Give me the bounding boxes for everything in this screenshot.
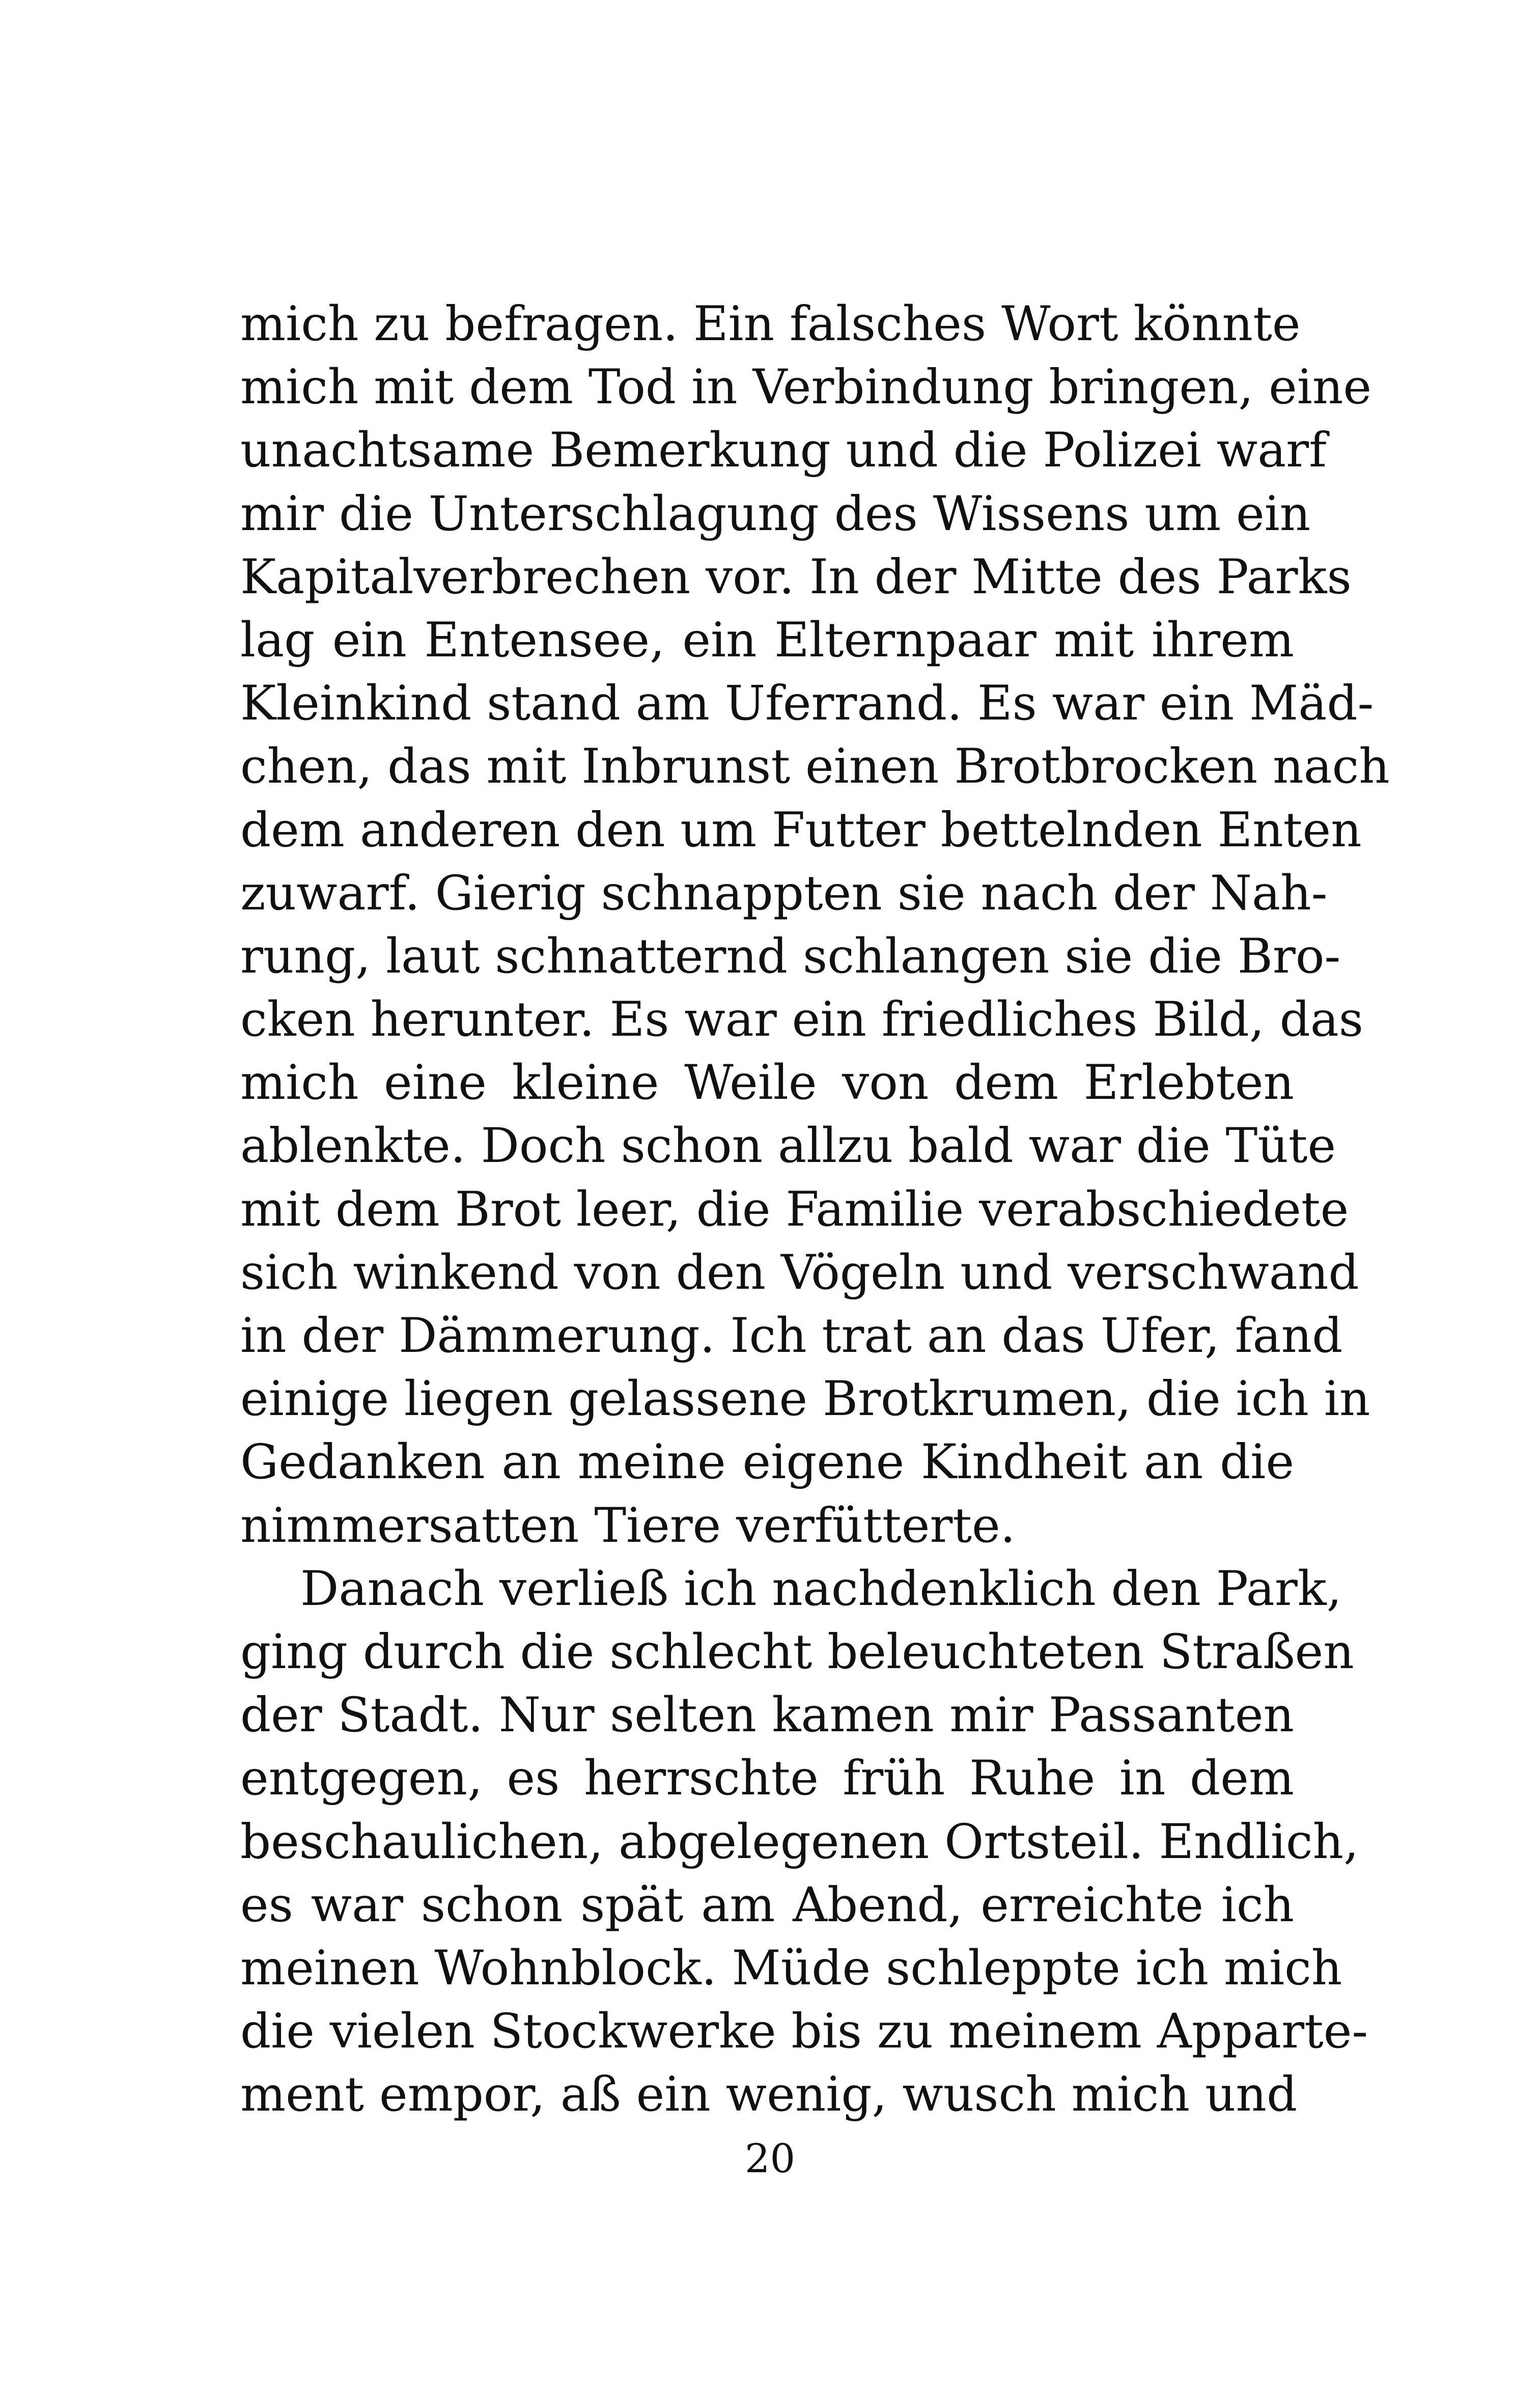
text-line: cken herunter. Es war ein friedliches Bild, das bbox=[240, 992, 1364, 1048]
text-line: mit dem Brot leer, die Familie verabschiedete bbox=[240, 1181, 1349, 1237]
text-line: einige liegen gelassene Brotkrumen, die ich in bbox=[240, 1371, 1370, 1427]
text-line: dem anderen den um Futter bettelnden Enten bbox=[240, 802, 1362, 858]
text-line: in der Dämmerung. Ich trat an das Ufer, fand bbox=[240, 1308, 1343, 1364]
text-line: chen, das mit Inbrunst einen Brotbrocken nach bbox=[240, 739, 1390, 795]
text-line: Kleinkind stand am Uferrand. Es war ein Mäd- bbox=[240, 676, 1374, 732]
text-line: meinen Wohnblock. Müde schleppte ich mich bbox=[240, 1940, 1342, 1996]
text-line: die vielen Stockwerke bis zu meinem Apparte- bbox=[240, 2004, 1368, 2060]
text-line: ablenkte. Doch schon allzu bald war die Tüte bbox=[240, 1118, 1336, 1174]
text-line: mir die Unterschlagung des Wissens um ein bbox=[240, 486, 1311, 542]
body-text bbox=[240, 293, 1390, 2126]
text-line: Danach verließ ich nachdenklich den Park, bbox=[300, 1561, 1342, 1617]
text-line: Kapitalverbrechen vor. In der Mitte des Parks bbox=[240, 549, 1352, 605]
text-line: der Stadt. Nur selten kamen mir Passanten bbox=[240, 1687, 1294, 1743]
text-line: zuwarf. Gierig schnappten sie nach der Nah- bbox=[240, 865, 1328, 921]
text-line: lag ein Entensee, ein Elternpaar mit ihrem bbox=[240, 612, 1294, 668]
text-line: entgegen, es herrschte früh Ruhe in dem bbox=[240, 1751, 1294, 1807]
text-line: sich winkend von den Vögeln und verschwand bbox=[240, 1244, 1359, 1300]
text-line: mich eine kleine Weile von dem Erlebten bbox=[240, 1055, 1294, 1111]
text-line: unachtsame Bemerkung und die Polizei warf bbox=[240, 423, 1327, 479]
text-line: rung, laut schnatternd schlangen sie die Bro- bbox=[240, 928, 1341, 984]
text-line: ging durch die schlecht beleuchteten Straßen bbox=[240, 1624, 1354, 1680]
page-number: 20 bbox=[744, 2136, 796, 2182]
text-line: beschaulichen, abgelegenen Ortsteil. Endlich, bbox=[240, 1814, 1359, 1870]
paragraph bbox=[240, 293, 1390, 1558]
paragraph bbox=[240, 1558, 1368, 2127]
text-line: mich zu befragen. Ein falsches Wort könnte bbox=[240, 296, 1301, 352]
text-line: mich mit dem Tod in Verbindung bringen, eine bbox=[240, 359, 1372, 416]
text-line: ment empor, aß ein wenig, wusch mich und bbox=[240, 2067, 1298, 2123]
text-line: nimmersatten Tiere verfütterte. bbox=[240, 1498, 1016, 1554]
text-line: Gedanken an meine eigene Kindheit an die bbox=[240, 1434, 1294, 1490]
text-line: es war schon spät am Abend, erreichte ich bbox=[240, 1877, 1294, 1933]
